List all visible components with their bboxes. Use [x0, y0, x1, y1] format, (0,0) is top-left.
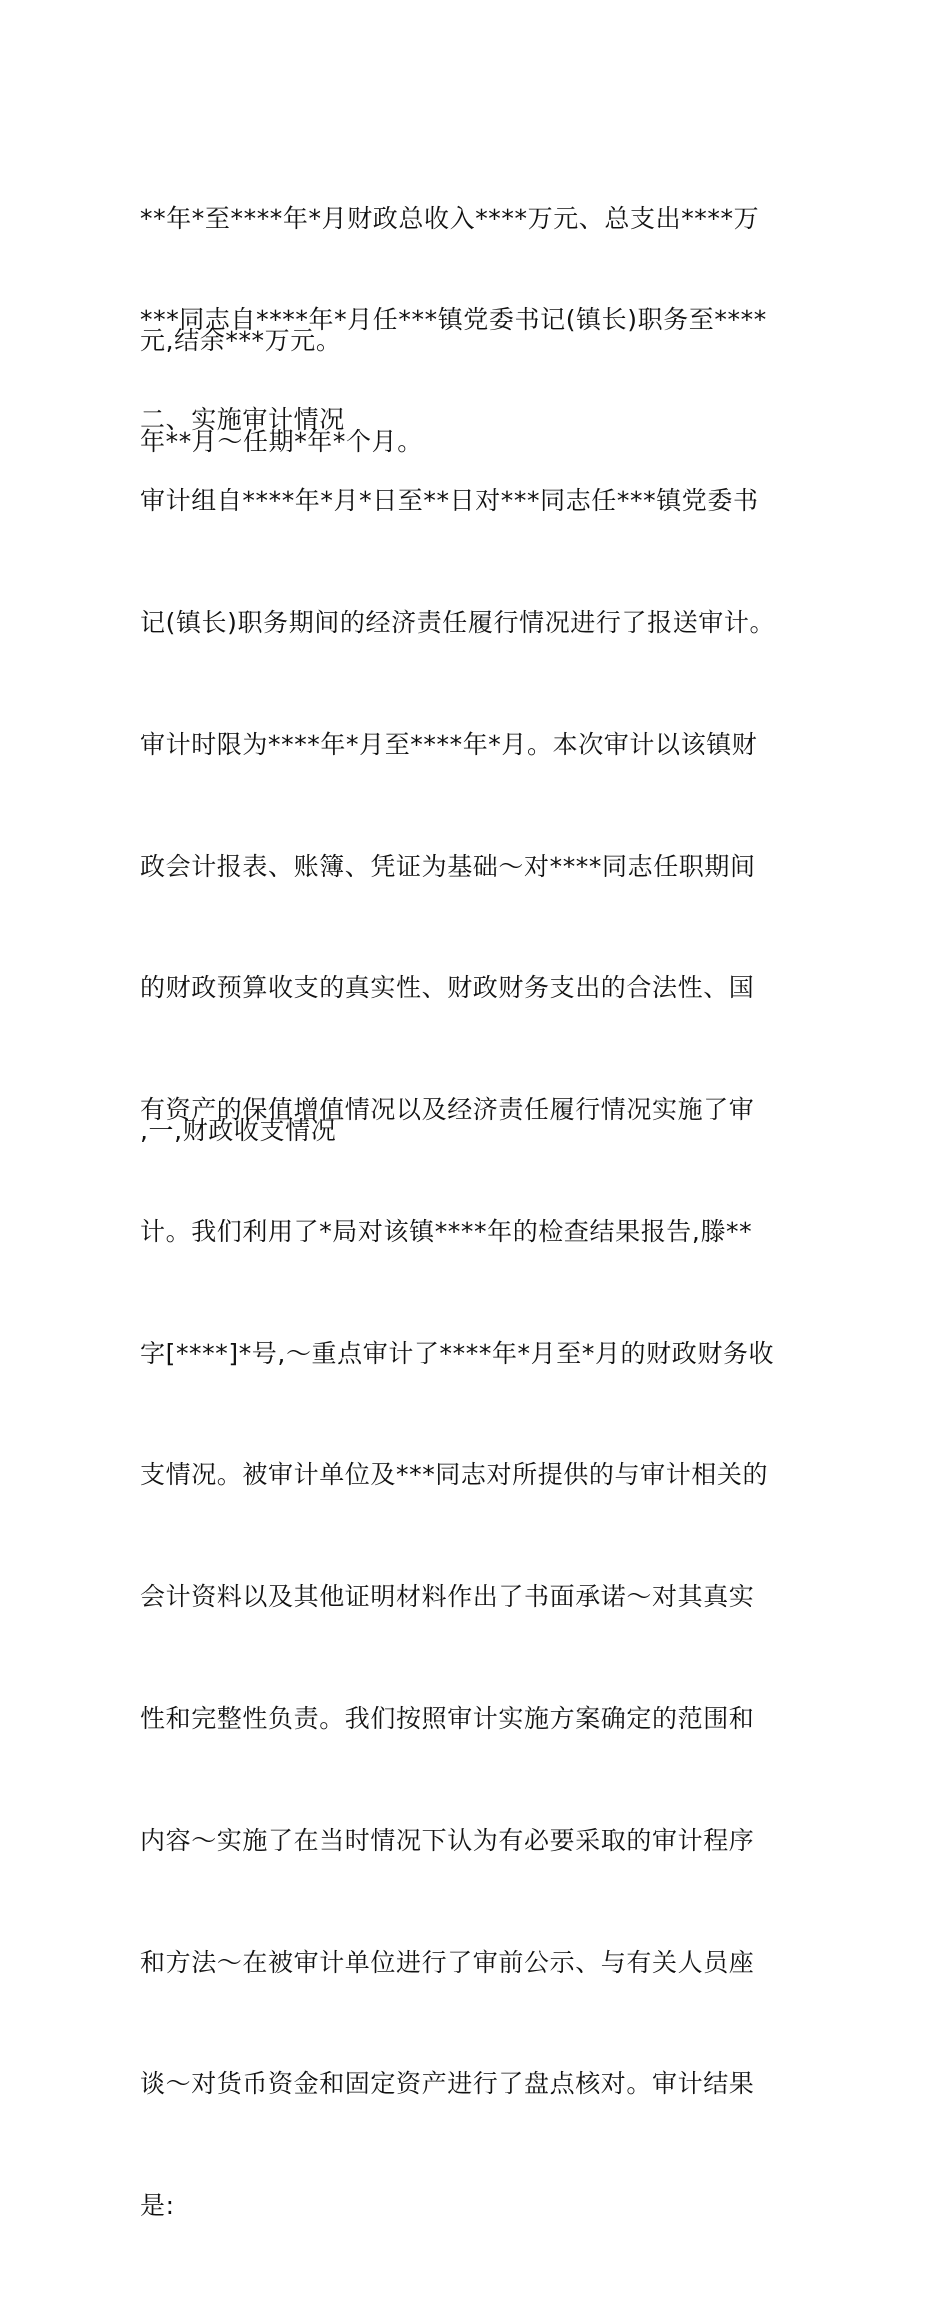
text-line: 审计时限为****年*月至****年*月。本次审计以该镇财 — [140, 729, 758, 759]
text-line: 会计资料以及其他证明材料作出了书面承诺～对其真实 — [140, 1582, 755, 1612]
text-line: 元,结余***万元。 — [140, 325, 342, 355]
text-line: 审计组自****年*月*日至**日对***同志任***镇党委书 — [140, 486, 759, 516]
section-heading-text: 二、实施审计情况 — [140, 405, 345, 435]
text-line: 记(镇长)职务期间的经济责任履行情况进行了报送审计。 — [140, 607, 776, 637]
text-line: 性和完整性负责。我们按照审计实施方案确定的范围和 — [140, 1704, 755, 1733]
text-line: 和方法～在被审计单位进行了审前公示、与有关人员座 — [140, 1947, 755, 1977]
subsection-heading-text: ,一,财政收支情况 — [140, 1116, 337, 1146]
text-line: 是: — [140, 2191, 175, 2221]
text-line: 政会计报表、账簿、凭证为基础～对****同志任职期间 — [140, 851, 756, 881]
text-line: 年**月～任期*年*个月。 — [140, 426, 423, 456]
subsection-heading-fiscal-revenue-expenditure — [140, 1030, 820, 1233]
text-line: ***同志自****年*月任***镇党委书记(镇长)职务至**** — [140, 305, 767, 335]
text-line: 的财政预算收支的真实性、财政财务支出的合法性、国 — [140, 973, 755, 1003]
text-line: 有资产的保值增值情况以及经济责任履行情况实施了审 — [140, 1095, 755, 1125]
paragraph-audit-description — [140, 400, 820, 2308]
text-line: 谈～对货币资金和固定资产进行了盘点核对。审计结果 — [140, 2069, 755, 2099]
text-line: 支情况。被审计单位及***同志对所提供的与审计相关的 — [140, 1460, 769, 1490]
text-line: 字[****]*号,～重点审计了****年*月至*月的财政财务收 — [140, 1338, 775, 1368]
text-line: 计。我们利用了*局对该镇****年的检查结果报告,滕** — [140, 1216, 753, 1246]
text-line: 内容～实施了在当时情况下认为有必要采取的审计程序 — [140, 1825, 755, 1855]
text-line: **年*至****年*月财政总收入****万元、总支出****万 — [140, 204, 760, 234]
